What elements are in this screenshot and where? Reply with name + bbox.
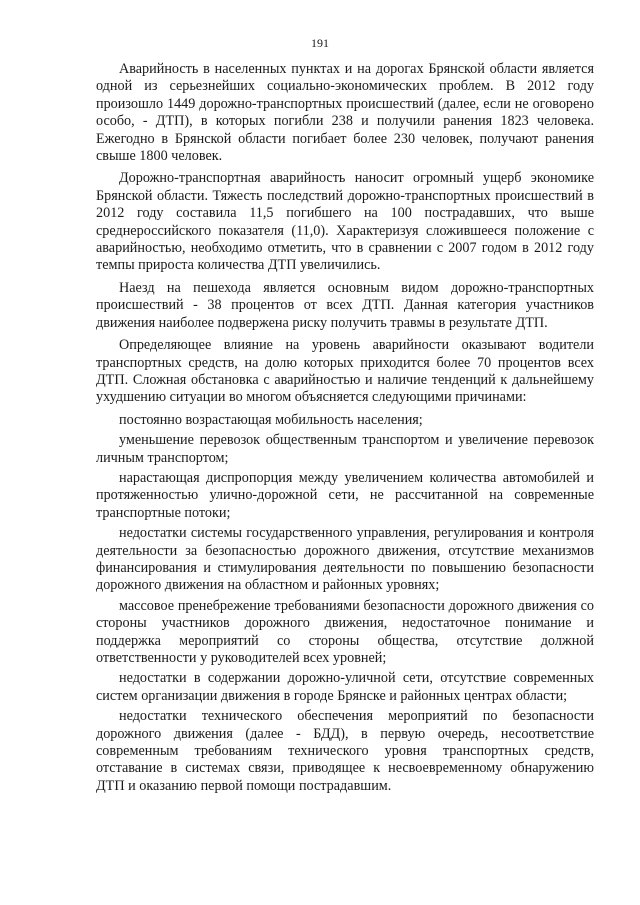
- reason-item-public-transport: уменьшение перевозок общественным транспортом и увеличение перевозок личным транспортом;: [96, 432, 594, 466]
- reason-item-road-network-disproportion: нарастающая диспропорция между увеличением количества автомобилей и протяженностью улично-дорожной сети, не рассчитанной на современные транспортные потоки;: [96, 469, 594, 521]
- page-number: 191: [311, 36, 329, 50]
- paragraph-accident-rate: Аварийность в населенных пунктах и на дорогах Брянской области является одной из серьезнейших социально-экономических проблем. В 2012 году произошло 1449 дорожно-транспортных происшествий (далее, если не оговорено особо, - ДТП), в которых погибли 238 и получили ранения 1823 человека. Ежегодно в Брянской области погибает более 230 человек, получают ранения свыше 1800 человек.: [96, 61, 594, 165]
- reason-item-neglect-of-rules: массовое пренебрежение требованиями безопасности дорожного движения со стороны участников дорожного движения, недостаточное понимание и поддержка мероприятий со стороны общества, отсутствие должной ответственности у руководителей всех уровней;: [96, 597, 594, 666]
- paragraph-drivers-influence: Определяющее влияние на уровень аварийности оказывают водители транспортных средств, на долю которых приходится более 70 процентов всех ДТП. Сложная обстановка с аварийностью и наличие тенденций к дальнейшему ухудшению ситуации во многом объясняется следующими причинами:: [96, 337, 594, 406]
- reason-item-governance: недостатки системы государственного управления, регулирования и контроля деятельности за безопасностью дорожного движения, отсутствие механизмов финансирования и стимулирования деятельности по повышению безопасности дорожного движения на областном и районных уровнях;: [96, 525, 594, 594]
- reason-item-technical-support: недостатки технического обеспечения мероприятий по безопасности дорожного движения (далее - БДД), в первую очередь, несоответствие современным требованиям технического уровня транспортных средств, отставание в системах связи, приводящее к несвоевременному обнаружению ДТП и оказанию первой помощи пострадавшим.: [96, 708, 594, 794]
- reason-item-road-maintenance: недостатки в содержании дорожно-уличной сети, отсутствие современных систем организации движения в городе Брянске и районных центрах области;: [96, 670, 594, 704]
- paragraph-pedestrian-collisions: Наезд на пешехода является основным видом дорожно-транспортных происшествий - 38 процентов от всех ДТП. Данная категория участников движения наиболее подвержена риску получить травмы в результате ДТП.: [96, 279, 594, 331]
- body-text: [96, 61, 594, 798]
- paragraph-economic-damage: Дорожно-транспортная аварийность наносит огромный ущерб экономике Брянской области. Тяжесть последствий дорожно-транспортных происшествий в 2012 году составила 11,5 погибшего на 100 пострадавших, что выше среднероссийского показателя (11,0). Характеризуя сложившееся положение с аварийностью, необходимо отметить, что в сравнении с 2007 годом в 2012 году темпы прироста количества ДТП увеличились.: [96, 170, 594, 274]
- reason-item-mobility: постоянно возрастающая мобильность населения;: [119, 411, 423, 428]
